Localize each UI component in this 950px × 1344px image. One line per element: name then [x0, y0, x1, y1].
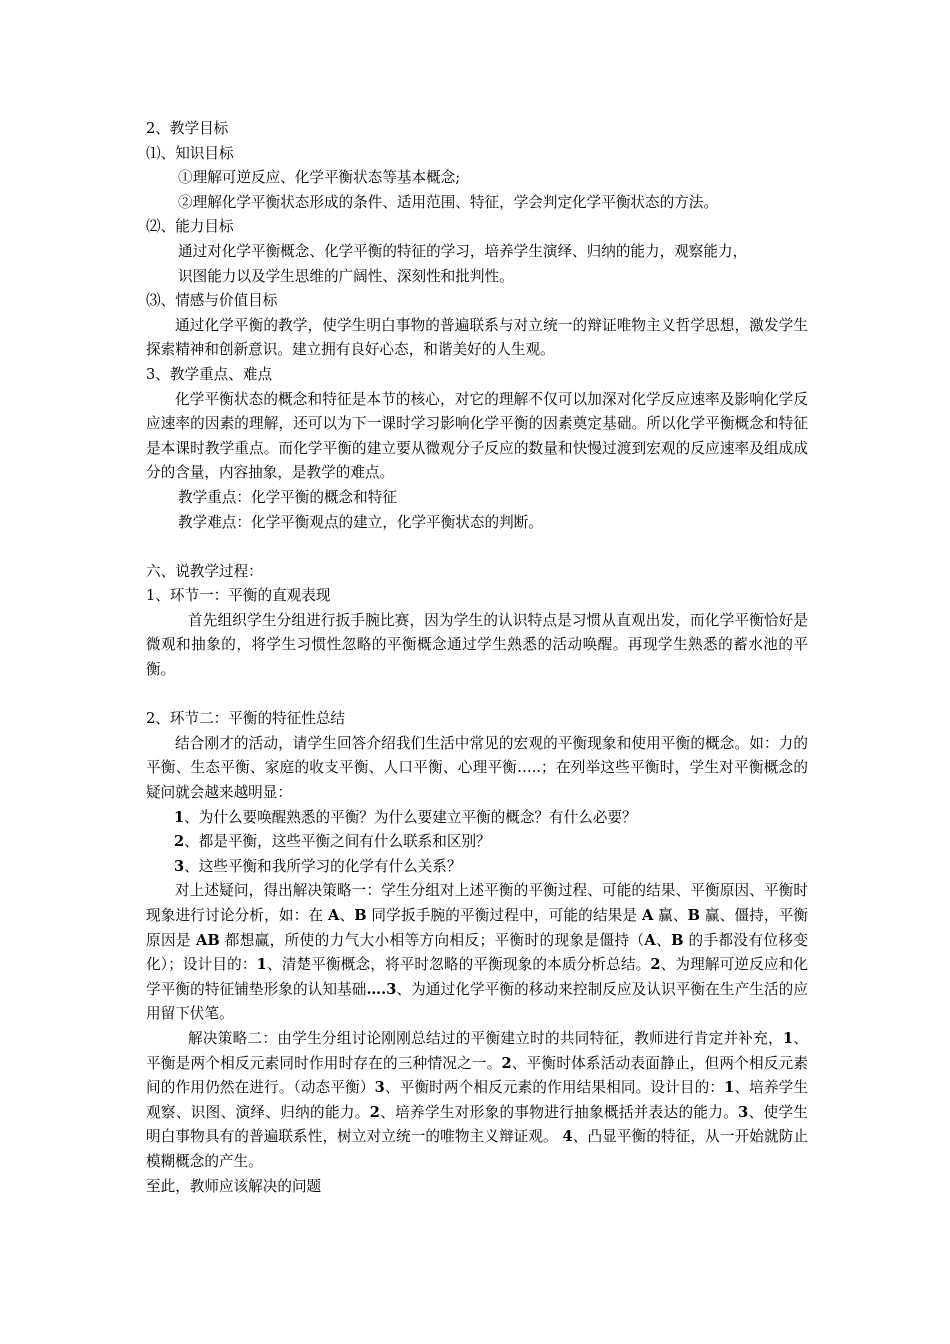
question-2 [146, 830, 808, 855]
text-run: 、凸显平衡的特征，从一开始就防止模糊概念的产生。 [146, 1128, 808, 1170]
text-run: 、培养学生观察、识图、演绎、归纳的能力。 [146, 1079, 808, 1121]
text-run: 、培养学生对形象的事物进行抽象概括并表达的能力。 [379, 1103, 739, 1121]
text-run: 、清楚平衡概念，将平时忽略的平衡现象的本质分析总结。 [266, 956, 651, 974]
bold-run: 2 [369, 1103, 380, 1121]
text-run: 赢、僵持，平衡原因是 [146, 907, 809, 949]
spacer [146, 683, 808, 708]
question-text: 、这些平衡和我所学习的化学有什么关系？ [184, 857, 462, 875]
knowledge-item-2: ②理解化学平衡状态形成的条件、适用范围、特征，学会判定化学平衡状态的方法。 [178, 193, 718, 211]
bold-run: 3 [738, 1103, 749, 1121]
subheading-emotion-goals: ⑶、情感与价值目标 [146, 292, 278, 310]
spacer [146, 535, 808, 560]
bold-run: 2 [501, 1054, 512, 1072]
link-2-heading: 2、环节二：平衡的特征性总结 [146, 710, 346, 728]
text-run: 、为通过化学平衡的移动来控制反应及认识平衡在生产生活的应用留下伏笔。 [146, 980, 808, 1023]
text-run: 赢、 [653, 907, 688, 924]
link-1-heading: 1、环节一：平衡的直观表现 [146, 587, 331, 605]
bold-run: A [644, 931, 656, 949]
text-run: 、 [655, 931, 672, 949]
closing-line: 至此，教师应该解决的问题 [146, 1177, 322, 1195]
text-run: 同学扳手腕的平衡过程中，可能的结果是 [366, 907, 642, 924]
text-run: 、使学生明白事物具有的普遍联系性，树立对立统一的唯物主义辩证观。 [146, 1103, 808, 1146]
question-number: 2 [174, 833, 185, 851]
bold-run: 3 [374, 1079, 385, 1097]
knowledge-item-1: ①理解可逆反应、化学平衡状态等基本概念; [178, 169, 461, 187]
bold-run: A [642, 907, 654, 924]
strategy-1-paragraph [146, 879, 808, 1027]
question-1 [146, 806, 808, 831]
bold-run: 1 [256, 956, 267, 974]
text-run: 、为理解可逆反应和化学平衡的特征铺垫形象的认知基础 [146, 956, 808, 998]
strategy-2-paragraph [146, 1027, 808, 1175]
text-run: 的手都没有位移变化）；设计目的： [146, 931, 808, 974]
section-heading-process: 六、说教学过程： [146, 562, 263, 580]
question-text: 、为什么要唤醒熟悉的平衡？为什么要建立平衡的概念？有什么必要？ [184, 808, 637, 826]
bold-run: A [328, 907, 340, 924]
ability-line-2: 识图能力以及学生思维的广阔性、深刻性和批判性。 [178, 267, 514, 285]
bold-run: B [671, 931, 684, 949]
key-points-paragraph: 化学平衡状态的概念和特征是本节的核心，对它的理解不仅可以加深对化学反应速率及影响化学反应速率的因素的理解，还可以为下一课时学习影响化学平衡的因素奠定基础。所以化学平衡概念和特征是本课时教学重点。而化学平衡的建立要从微观分子反应的数量和快慢过渡到宏观的反应速率及组成成分的含量，内容抽象，是教学的难点。 [146, 390, 808, 482]
teaching-focus: 教学重点：化学平衡的概念和特征 [178, 488, 397, 506]
text-run: 、平衡时两个相反元素的作用结果相同。设计目的： [384, 1079, 725, 1097]
link-2-paragraph: 结合刚才的活动，请学生回答介绍我们生活中常见的宏观的平衡现象和使用平衡的概念。如：力的平衡、生态平衡、家庭的收支平衡、人口平衡、心理平衡…..；在列举这些平衡时，学生对平衡概念的疑问就会越来越明显： [146, 734, 808, 802]
subheading-ability-goals: ⑵、能力目标 [146, 218, 234, 236]
ability-line-1: 通过对化学平衡概念、化学平衡的特征的学习，培养学生演绎、归纳的能力，观察能力， [178, 242, 748, 260]
bold-run: AB [196, 931, 220, 949]
bold-run: 1 [724, 1079, 735, 1097]
bold-run: 2 [650, 956, 661, 974]
bold-run: 1 [782, 1029, 794, 1047]
emotion-paragraph: 通过化学平衡的教学，使学生明白事物的普遍联系与对立统一的辩证唯物主义哲学思想，激发学生探索精神和创新意识。建立拥有良好心态，和谐美好的人生观。 [146, 316, 808, 359]
text-run: 对上述疑问，得出解决策略一：学生分组对上述平衡的平衡过程、可能的结果、平衡原因、平衡时现象进行讨论分析，如：在 [146, 882, 808, 924]
text-run: 解决策略二：由学生分组讨论刚刚总结过的平衡建立时的共同特征，教师进行肯定并补充， [188, 1029, 783, 1047]
bold-run: 4 [562, 1128, 573, 1146]
bold-run: ….3 [366, 980, 397, 998]
teaching-difficulty: 教学难点：化学平衡观点的建立，化学平衡状态的判断。 [178, 513, 543, 531]
document-body [146, 117, 808, 1199]
text-run: 、平衡是两个相反元素同时作用时存在的三种情况之一。 [146, 1029, 808, 1072]
section-heading-teaching-goals: 2、教学目标 [146, 120, 229, 137]
question-number: 1 [174, 808, 185, 826]
text-run: 、平衡时体系活动表面静止，但两个相反元素间的作用仍然在进行。（动态平衡） [146, 1054, 808, 1097]
text-run: 都想赢，所使的力气大小相等方向相反；平衡时的现象是僵持（ [219, 931, 645, 949]
question-text: 、都是平衡，这些平衡之间有什么联系和区别？ [184, 833, 491, 851]
bold-run: B [687, 907, 701, 924]
text-run: 、 [339, 907, 355, 924]
question-number: 3 [174, 857, 185, 875]
subheading-knowledge-goals: ⑴、知识目标 [146, 144, 234, 162]
link-1-paragraph: 首先组织学生分组进行扳手腕比赛，因为学生的认识特点是习惯从直观出发，而化学平衡恰好是微观和抽象的，将学生习惯性忽略的平衡概念通过学生熟悉的活动唤醒。再现学生熟悉的蓄水池的平衡。 [146, 611, 808, 679]
question-3 [146, 855, 808, 880]
bold-run: B [354, 907, 367, 924]
section-heading-key-points: 3、教学重点、难点 [146, 365, 273, 383]
